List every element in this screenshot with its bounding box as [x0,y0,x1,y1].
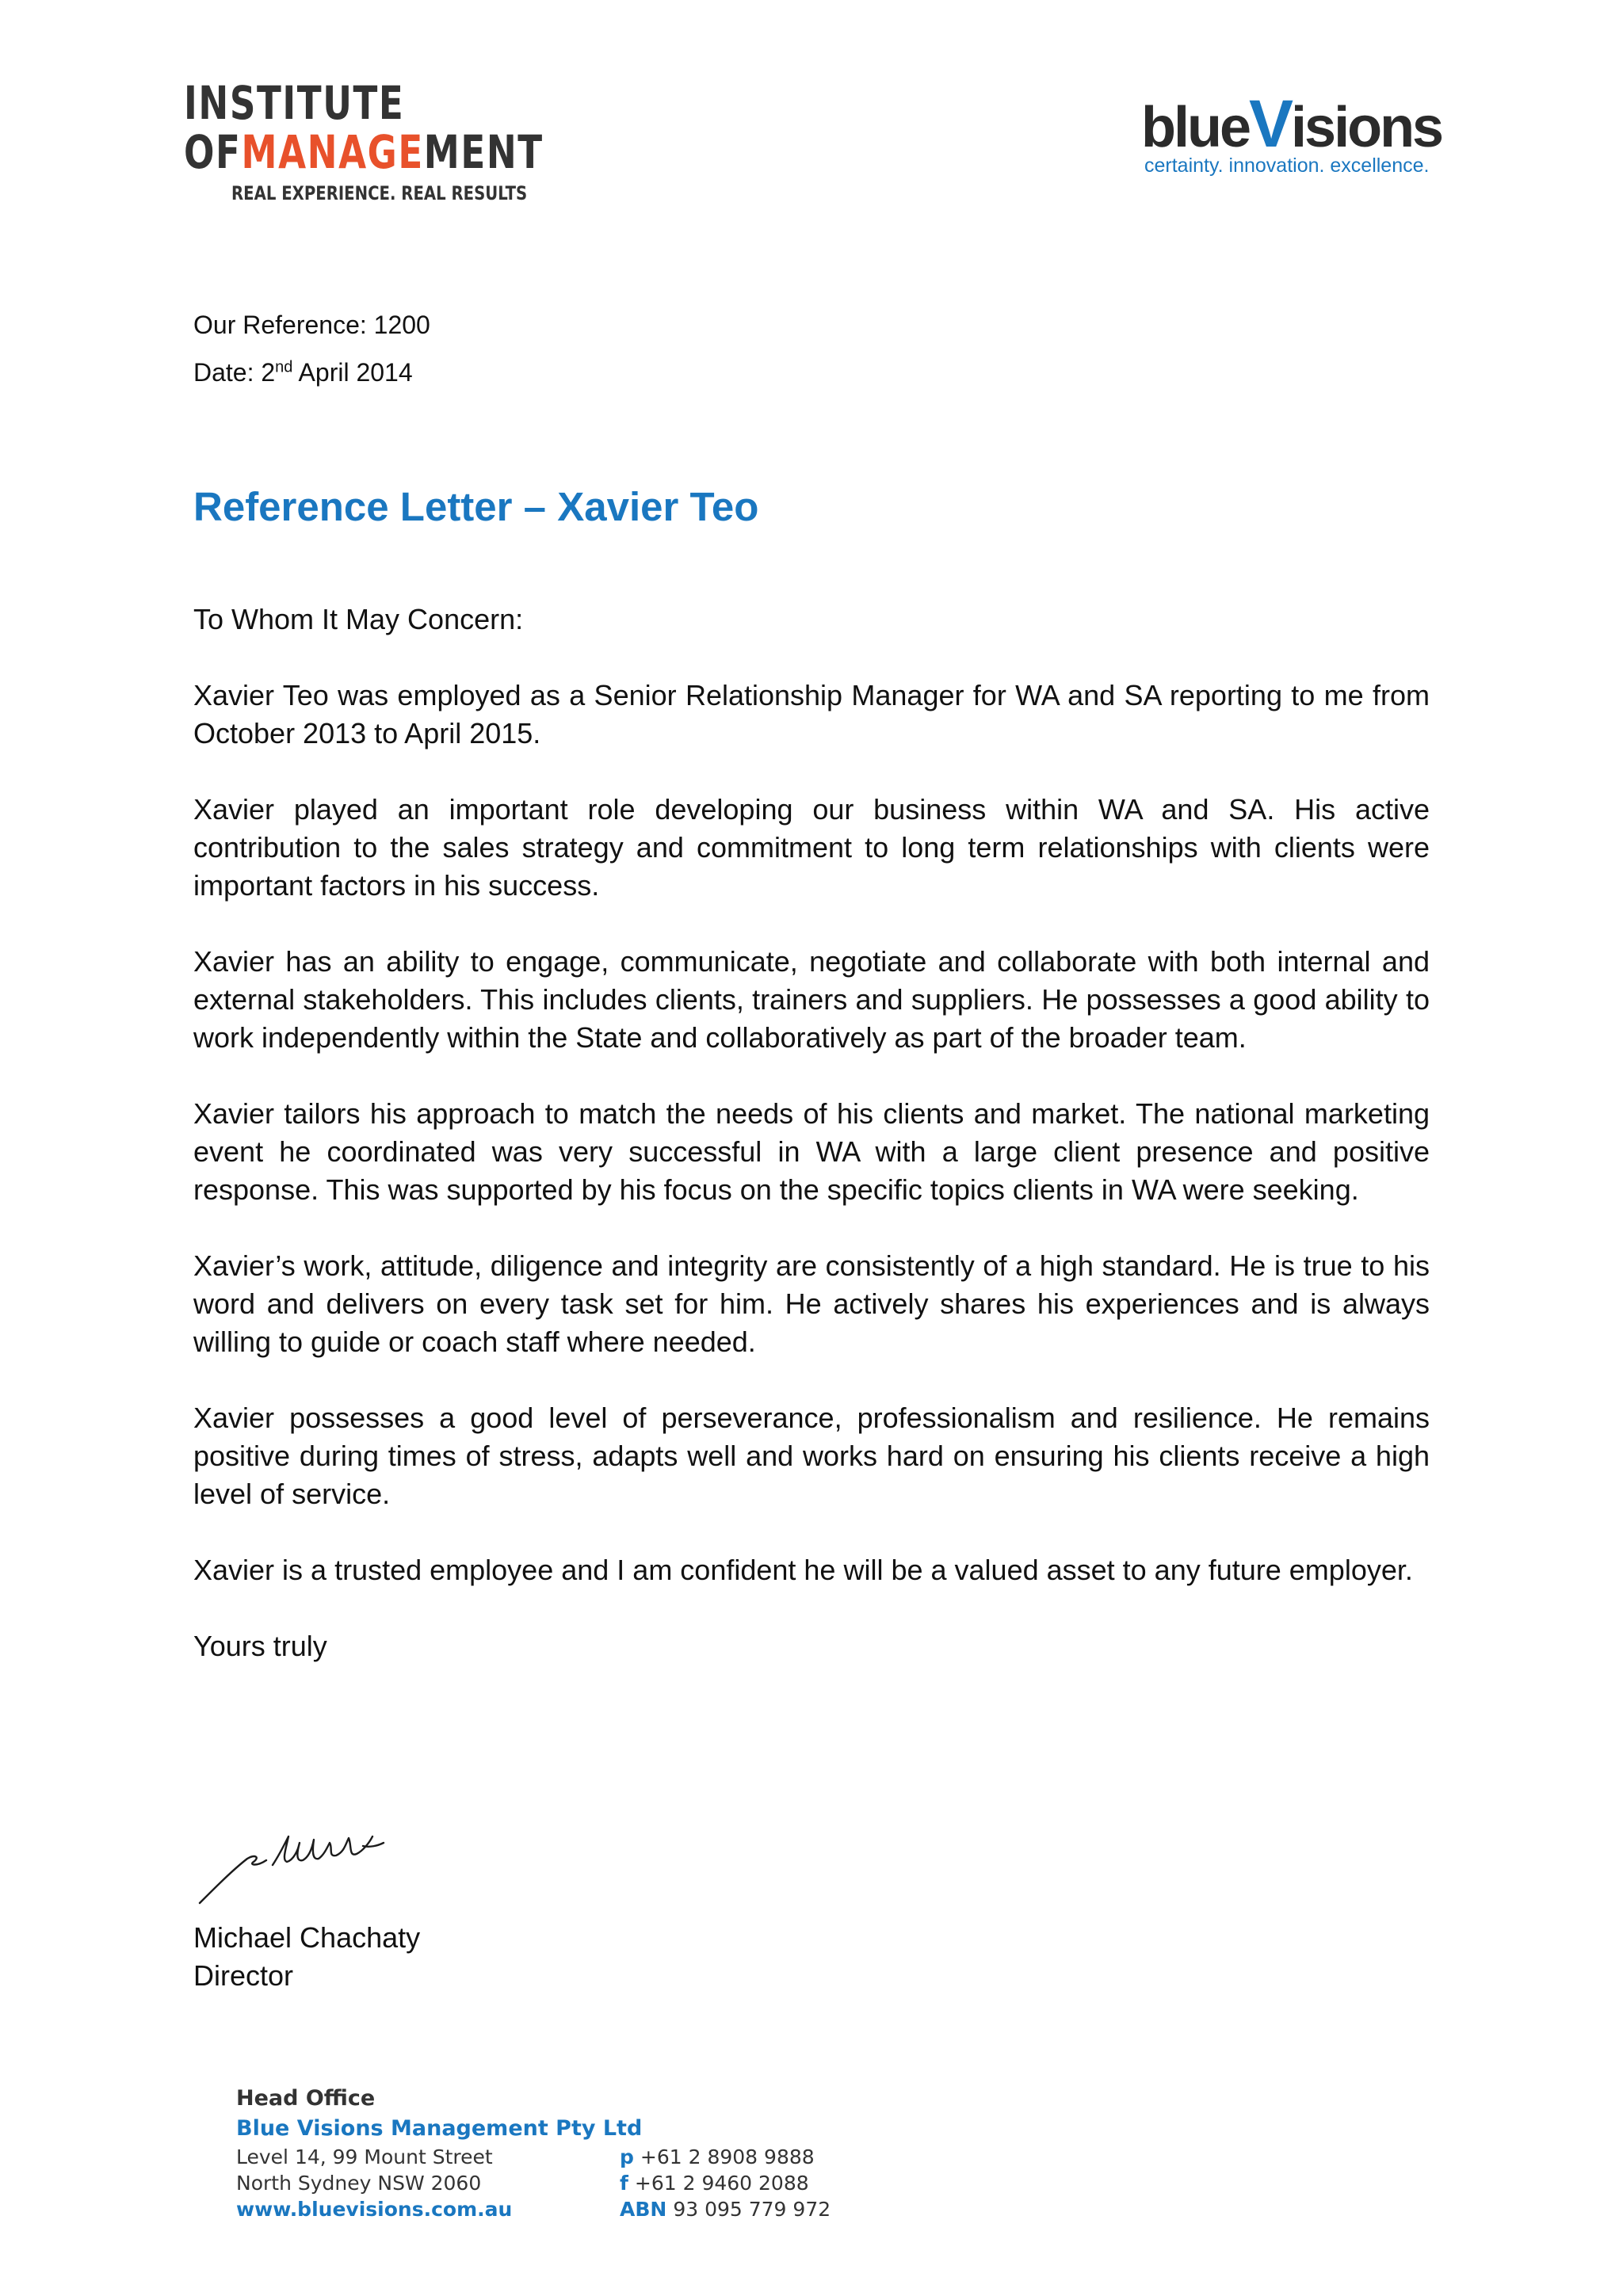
letter-paragraph: Xavier possesses a good level of perseverance, professionalism and resilience. He remains positive during times of stress, adapts well and works hard on ensuring his clients receive a high level of service. [193,1402,1430,1510]
footer-fax [620,2170,809,2196]
date-prefix: Date: 2 [193,358,276,387]
letter-body [193,601,1430,1665]
salutation: To Whom It May Concern: [193,603,524,635]
iom-logo-of: OF [184,125,242,179]
footer-website: www.bluevisions.com.au [236,2198,513,2221]
fax-key: f [620,2172,628,2195]
abn-key: ABN [620,2198,667,2221]
iom-logo-accent: MANAGE [241,125,424,179]
our-reference: Our Reference: 1200 [193,311,430,339]
signer-name: Michael Chachaty [193,1921,421,1954]
letter-date [193,357,413,388]
bluevisions-logo [1141,86,1474,177]
letter-paragraph: Xavier Teo was employed as a Senior Relationship Manager for WA and SA reporting to me from October 2013 to April 2015. [193,679,1430,749]
footer-address-line1: Level 14, 99 Mount Street [236,2145,493,2168]
letter-paragraph: Xavier tailors his approach to match the needs of his clients and market. The national marketing event he coordinated was very successful in WA with a large client presence and positive response. This was supported by his focus on the specific topics clients in WA were seeking. [193,1097,1430,1206]
letter-paragraph: Xavier’s work, attitude, diligence and integrity are consistently of a high standard. He is true to his word and delivers on every task set for him. He actively shares his experiences and is always willing to guide or coach staff where needed. [193,1249,1430,1358]
handwritten-signature [193,1819,399,1908]
letter-paragraph: Xavier has an ability to engage, communicate, negotiate and collaborate with both internal and external stakeholders. This includes clients, trainers and suppliers. He possesses a good ability to work independently within the State and collaboratively as part of the broader team. [193,945,1430,1054]
footer-heading: Head Office [236,2086,376,2111]
letter-title: Reference Letter – Xavier Teo [193,484,759,529]
date-suffix: April 2014 [292,358,413,387]
closing: Yours truly [193,1630,327,1662]
footer-company: Blue Visions Management Pty Ltd [236,2116,643,2141]
letter-paragraph: Xavier is a trusted employee and I am confident he will be a valued asset to any future employer. [193,1554,1413,1586]
footer-abn [620,2196,831,2222]
iom-logo-line1: INSTITUTE [184,76,405,130]
iom-logo-ment: MENT [423,125,544,179]
institute-of-management-logo [184,76,544,204]
date-ordinal: nd [275,358,293,376]
footer-row-3 [236,2196,831,2222]
bluevisions-wordmark-blue: blue [1141,96,1250,159]
letter-paragraph: Xavier played an important role developing our business within WA and SA. His active contribution to the sales strategy and commitment to long term relationships with clients were important factors in his success. [193,793,1430,902]
iom-logo-line2 [184,125,544,179]
footer-row-1 [236,2144,831,2170]
signer-role: Director [193,1959,294,1992]
bluevisions-wordmark-isions: isions [1291,96,1442,159]
signer-block [193,1919,420,1995]
letterhead-footer [236,2084,831,2222]
bluevisions-wordmark [1141,86,1474,161]
fax-number: +61 2 9460 2088 [634,2172,809,2195]
abn-number: 93 095 779 972 [673,2198,831,2221]
footer-phone [620,2144,815,2170]
phone-number: +61 2 8908 9888 [640,2145,815,2168]
phone-key: p [620,2145,634,2168]
footer-row-2 [236,2170,831,2196]
bluevisions-wordmark-v: V [1249,86,1292,161]
footer-address-line2: North Sydney NSW 2060 [236,2172,482,2195]
iom-logo-tagline: REAL EXPERIENCE. REAL RESULTS [231,182,528,204]
bluevisions-tagline: certainty. innovation. excellence. [1144,154,1430,177]
